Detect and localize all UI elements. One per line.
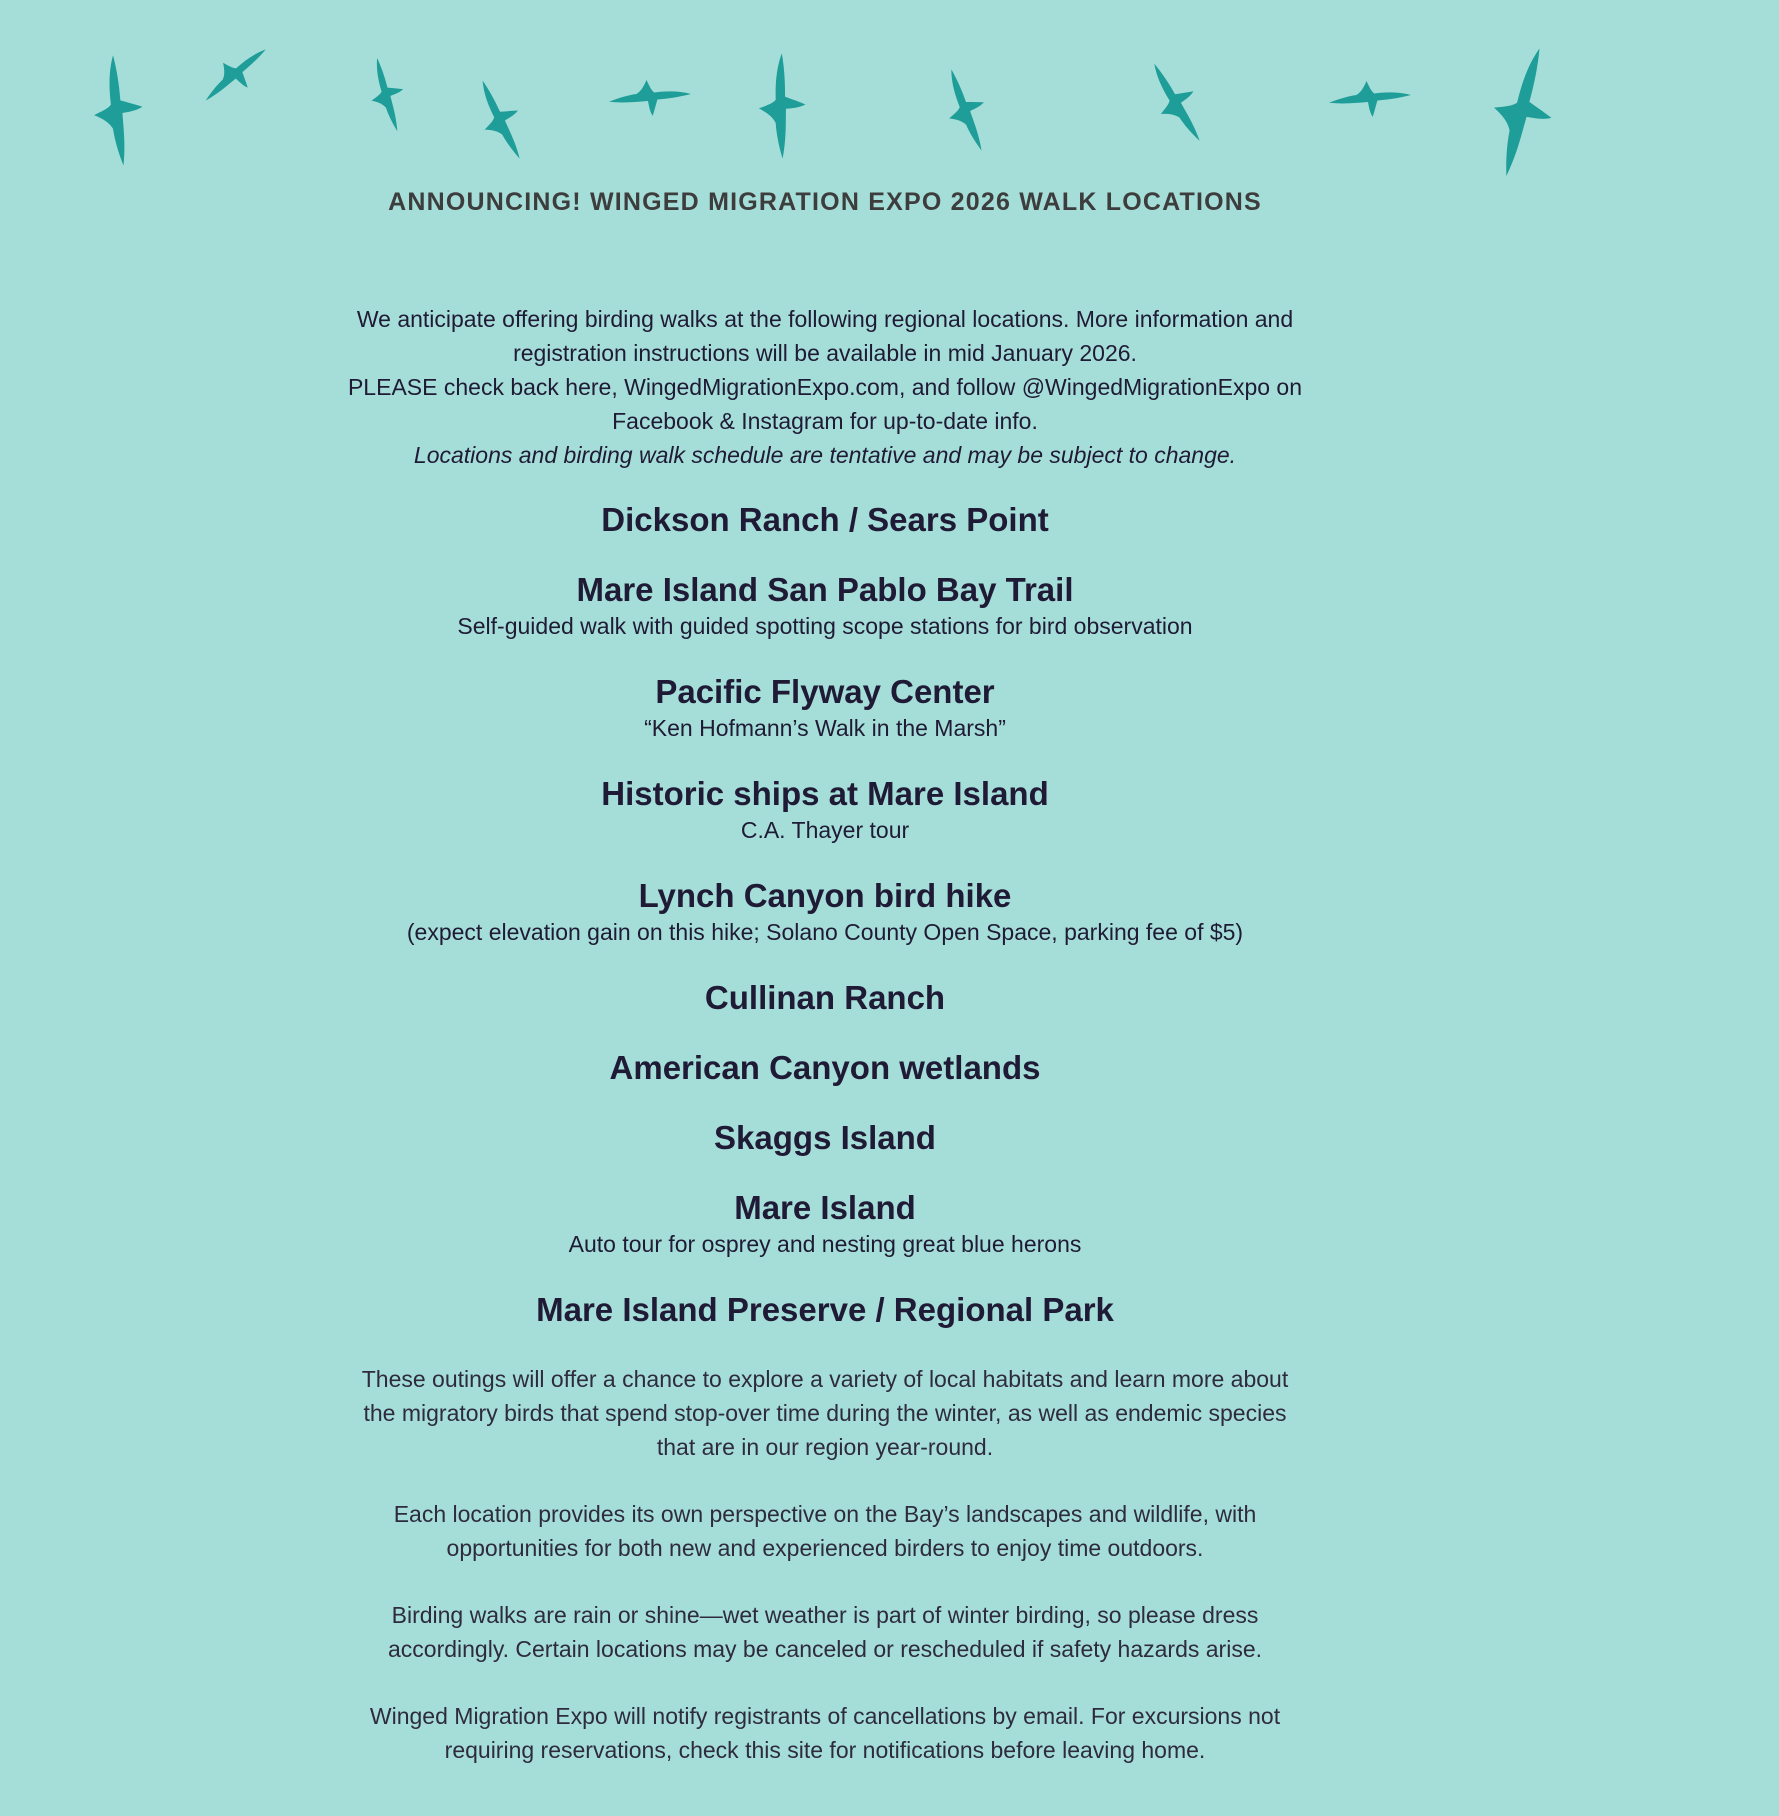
location-name: Skaggs Island <box>714 1119 936 1156</box>
location-item <box>0 500 1650 540</box>
location-item <box>0 1290 1650 1330</box>
main-content <box>0 183 1650 1800</box>
location-item <box>0 672 1650 744</box>
intro-section <box>345 302 1305 472</box>
bird-icon <box>364 55 410 135</box>
outro-paragraph: Birding walks are rain or shine—wet weather is part of winter birding, so please dress accordingly. Certain locations may be canceled or rescheduled if safety hazards arise. <box>387 1602 1263 1662</box>
bird-icon <box>469 73 534 167</box>
location-note: Auto tour for osprey and nesting great blue herons <box>568 1231 1082 1257</box>
location-item <box>0 1118 1650 1158</box>
bird-icon <box>194 38 278 111</box>
location-name: Dickson Ranch / Sears Point <box>601 501 1049 538</box>
bird-icon <box>1473 41 1572 184</box>
bird-icon <box>1329 81 1411 117</box>
bird-icon <box>937 63 996 156</box>
location-name: Mare Island San Pablo Bay Trail <box>576 571 1074 608</box>
location-note: C.A. Thayer tour <box>740 817 910 843</box>
intro-follow-text: PLEASE check back here, WingedMigrationExpo.com, and follow @WingedMigrationExpo on Facebook & Instagram for up-to-date info. <box>347 374 1303 434</box>
location-name: Pacific Flyway Center <box>655 673 995 710</box>
outro-section <box>345 1362 1305 1767</box>
bird-icon <box>94 55 142 165</box>
location-item <box>0 1048 1650 1088</box>
location-item <box>0 570 1650 642</box>
location-item <box>0 774 1650 846</box>
location-item <box>0 978 1650 1018</box>
location-name: Mare Island Preserve / Regional Park <box>536 1291 1114 1328</box>
locations-list <box>0 500 1650 1330</box>
outro-paragraph: Each location provides its own perspective on the Bay’s landscapes and wildlife, with opportunities for both new and experienced birders to enjoy time outdoors. <box>393 1501 1257 1561</box>
bird-icon <box>755 52 810 161</box>
tentative-notice: Locations and birding walk schedule are tentative and may be subject to change. <box>413 442 1237 468</box>
location-name: Historic ships at Mare Island <box>601 775 1049 812</box>
bird-icon <box>1140 54 1213 151</box>
flying-birds-banner <box>0 0 1779 190</box>
location-note: (expect elevation gain on this hike; Solano County Open Space, parking fee of $5) <box>406 919 1244 945</box>
location-note: “Ken Hofmann’s Walk in the Marsh” <box>644 715 1006 741</box>
location-note: Self-guided walk with guided spotting scope stations for bird observation <box>457 613 1193 639</box>
bird-icon <box>609 80 691 116</box>
location-name: Lynch Canyon bird hike <box>638 877 1012 914</box>
location-name: Mare Island <box>734 1189 916 1226</box>
location-name: American Canyon wetlands <box>609 1049 1041 1086</box>
outro-paragraph: These outings will offer a chance to explore a variety of local habitats and learn more about the migratory birds that spend stop-over time during the winter, as well as endemic species that are in our region year-round. <box>361 1366 1289 1460</box>
intro-text: We anticipate offering birding walks at the following regional locations. More information and registration instructions will be available in mid January 2026. <box>356 306 1294 366</box>
outro-paragraph: Winged Migration Expo will notify registrants of cancellations by email. For excursions not requiring reservations, check this site for notifications before leaving home. <box>369 1703 1281 1763</box>
location-name: Cullinan Ranch <box>704 979 946 1016</box>
location-item <box>0 876 1650 948</box>
page-title: ANNOUNCING! WINGED MIGRATION EXPO 2026 WALK LOCATIONS <box>388 188 1262 216</box>
location-item <box>0 1188 1650 1260</box>
